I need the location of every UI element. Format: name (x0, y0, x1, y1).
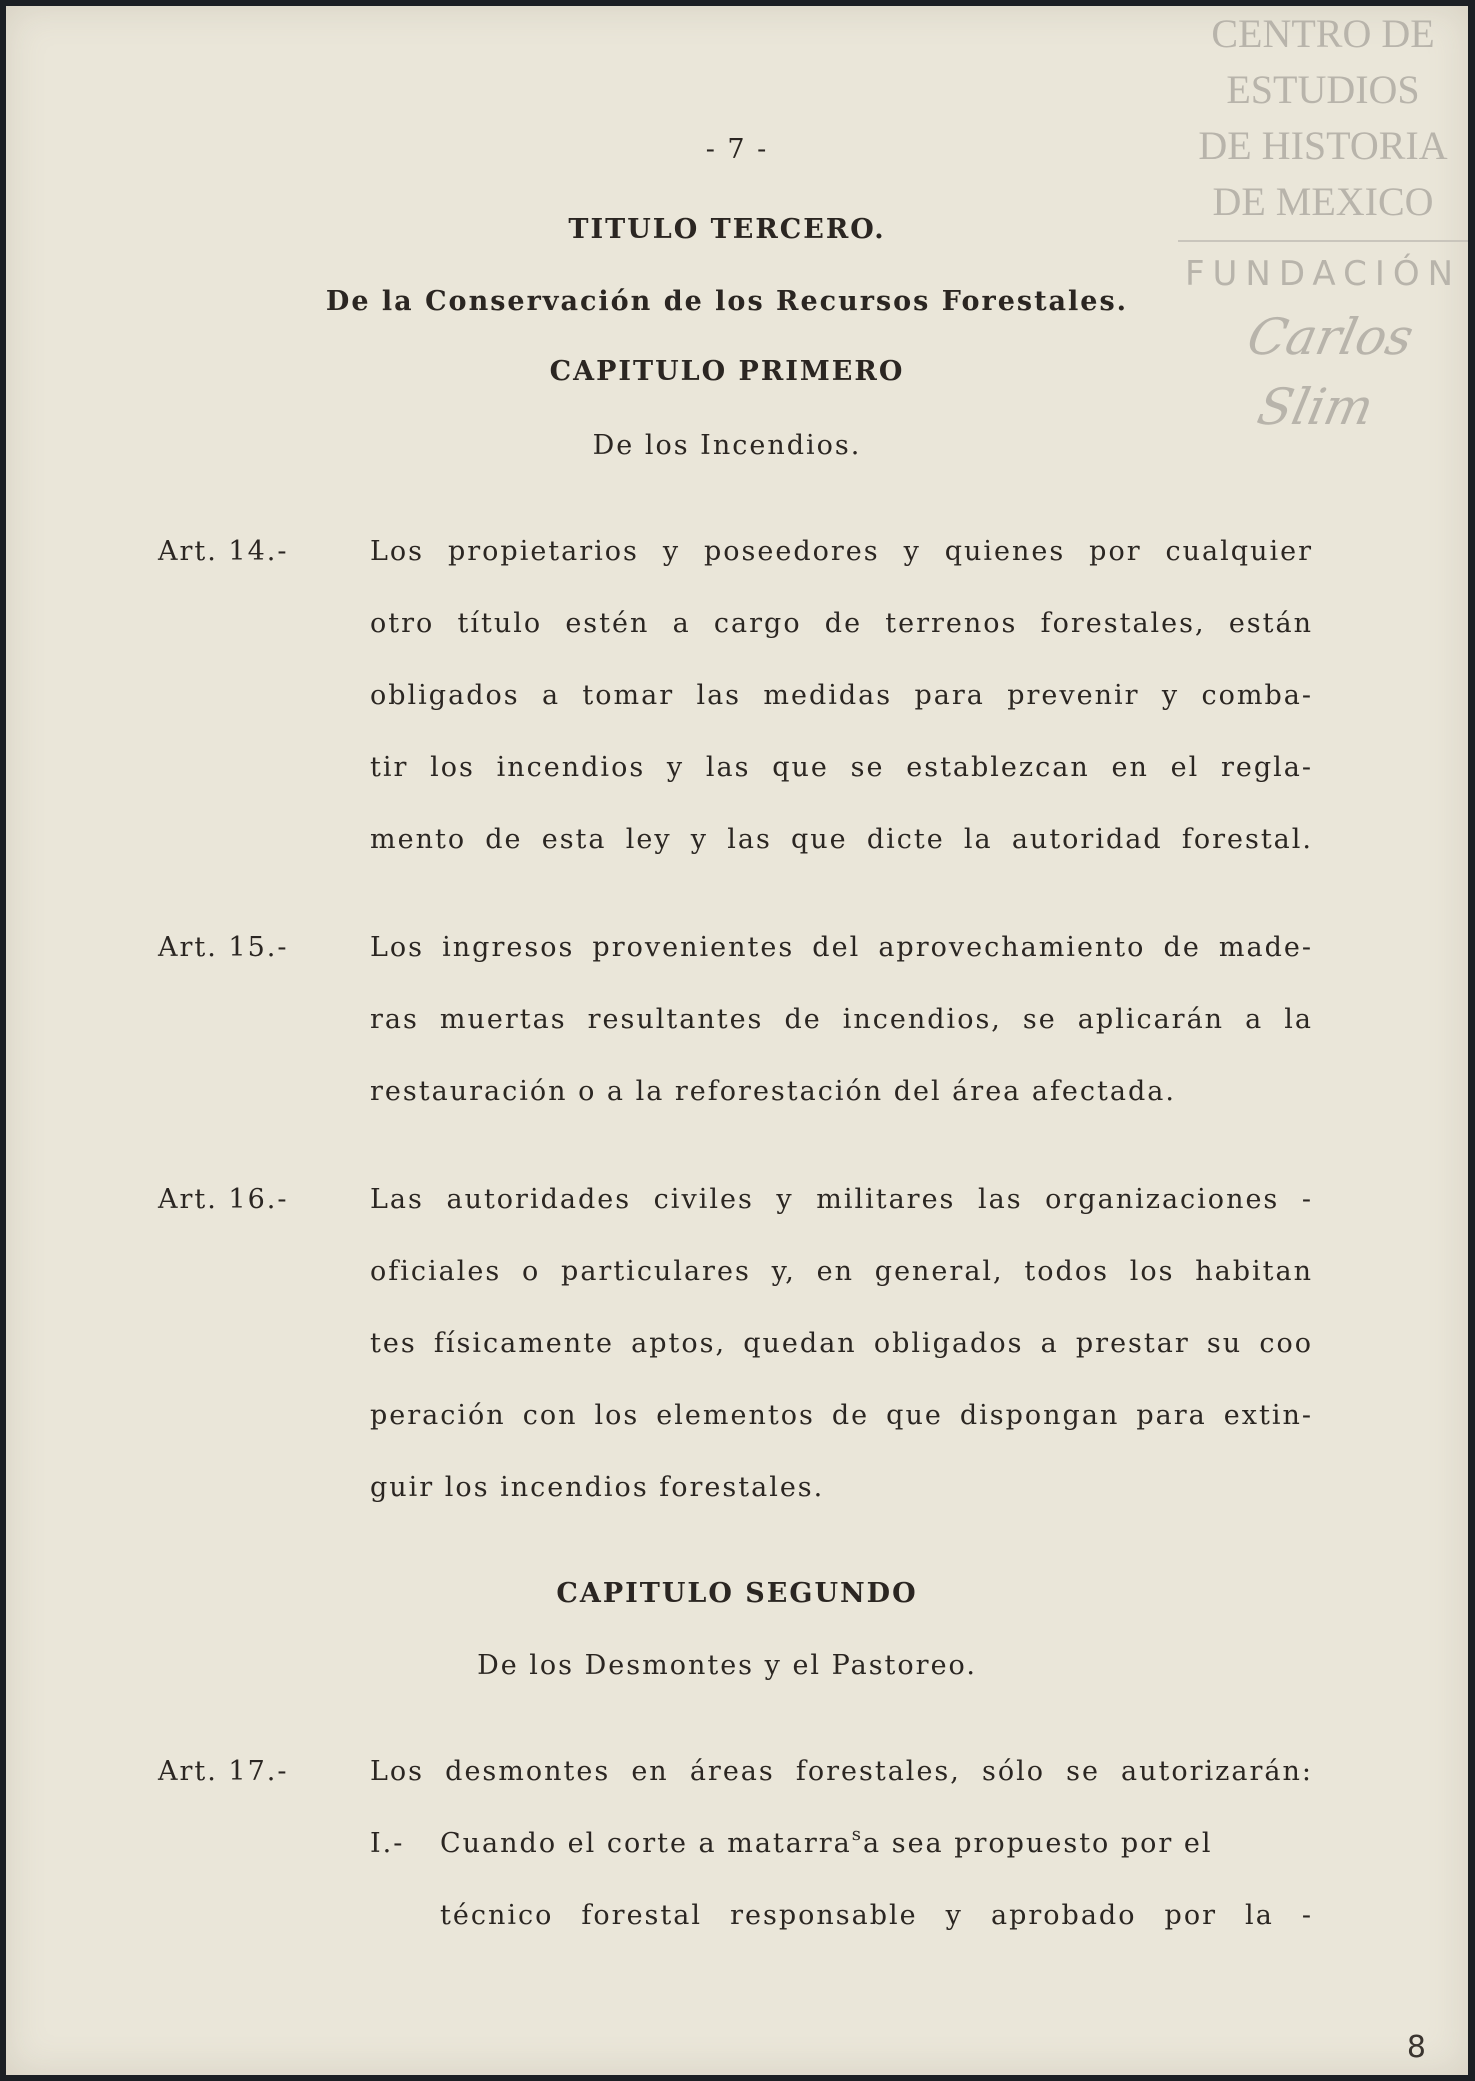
article-text-line: mento de esta ley y las que dicte la autoridad forestal. (370, 824, 1313, 855)
article-text-line: restauración o a la reforestación del área afectada. (370, 1076, 1176, 1107)
watermark-line: DE HISTORIA (1198, 123, 1448, 168)
chapter2-subheading: De los Desmontes y el Pastoreo. (477, 1650, 977, 1681)
list-item-text-part: a sea propuesto por el (863, 1828, 1213, 1859)
list-item-text: técnico forestal responsable y aprobado por la - (440, 1900, 1313, 1931)
watermark-line: ESTUDIOS (1226, 67, 1420, 112)
article-number: Art. 17.- (158, 1756, 289, 1787)
watermark-line: CENTRO DE (1211, 11, 1435, 56)
article-text-line: tir los incendios y las que se establezcan en el regla- (370, 752, 1313, 783)
article-text-line: obligados a tomar las medidas para prevenir y comba- (370, 680, 1313, 711)
article-text-line: Los ingresos provenientes del aprovechamiento de made- (370, 932, 1313, 963)
document-page (6, 6, 1468, 2075)
list-item-text (440, 1824, 1213, 1859)
chapter1-heading: CAPITULO PRIMERO (549, 356, 905, 387)
chapter1-subheading: De los Incendios. (592, 430, 862, 461)
article-text-line: Los desmontes en áreas forestales, sólo se autorizarán: (370, 1756, 1313, 1787)
list-item-text-part: Cuando el corte a matarra (440, 1828, 852, 1859)
article-number: Art. 15.- (158, 932, 289, 963)
article-text-line: tes físicamente aptos, quedan obligados a prestar su coo (370, 1328, 1313, 1359)
article-text-line: otro título estén a cargo de terrenos forestales, están (370, 608, 1313, 639)
handwritten-page-number: 8 (1406, 2030, 1426, 2065)
article-text-line: guir los incendios forestales. (370, 1472, 825, 1503)
watermark-foundation: FUNDACIÓN (1184, 254, 1462, 294)
article-text-line: ras muertas resultantes de incendios, se aplicarán a la (370, 1004, 1313, 1035)
watermark-line: DE MEXICO (1212, 179, 1434, 224)
article-text-line: Las autoridades civiles y militares las organizaciones - (370, 1184, 1313, 1215)
list-item-label: I.- (370, 1828, 405, 1859)
article-number: Art. 16.- (158, 1184, 289, 1215)
title-heading: TITULO TERCERO. (568, 214, 886, 245)
article-text-line: Los propietarios y poseedores y quienes por cualquier (370, 536, 1313, 567)
page-number: - 7 - (705, 134, 769, 165)
article-text-line: oficiales o particulares y, en general, todos los habitan (370, 1256, 1313, 1287)
article-text-line: peración con los elementos de que dispongan para extin- (370, 1400, 1313, 1431)
watermark-signature: Carlos Slim (1242, 308, 1419, 436)
superscript-correction: s (851, 1824, 864, 1845)
article-number: Art. 14.- (158, 536, 289, 567)
title-subheading: De la Conservación de los Recursos Forestales. (325, 286, 1129, 317)
chapter2-heading: CAPITULO SEGUNDO (556, 1578, 918, 1609)
